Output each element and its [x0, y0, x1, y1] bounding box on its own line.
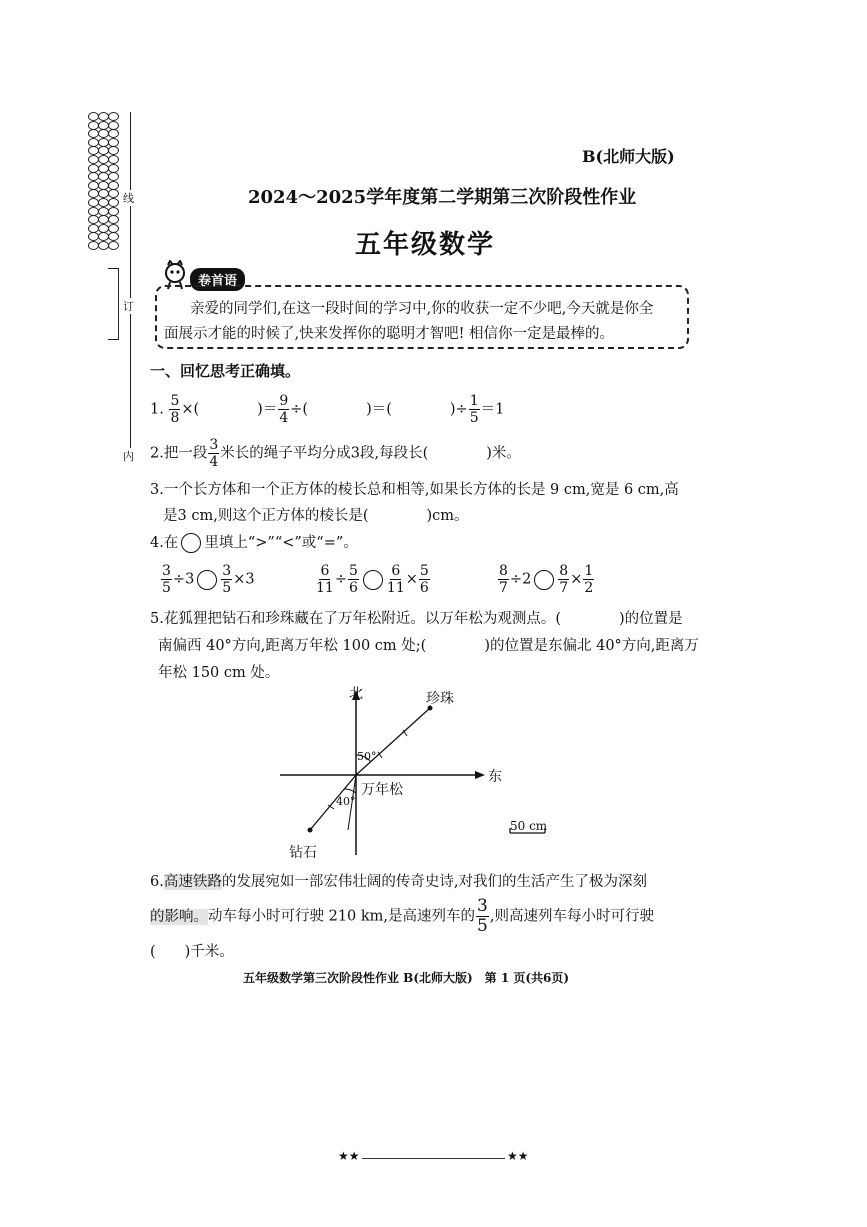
q1-frac-2: $\frac{9}{4}$ — [279, 393, 289, 426]
question-3-line-2: 是3 cm,则这个正方体的棱长是( )cm。 — [163, 508, 469, 524]
answer-circle-1[interactable] — [197, 570, 217, 590]
north-label: 北 — [349, 686, 363, 702]
q4-expr-3: $\frac{8}{7}$ ÷2 $\frac{8}{7}$ × $\frac{1}{2}$ — [499, 563, 594, 596]
binding-ring — [108, 241, 119, 250]
binding-ring — [108, 129, 119, 138]
q1-num: 1. — [150, 401, 164, 418]
angle-50-label: 50° — [357, 750, 377, 763]
q2-pre: 2.把一段 — [150, 445, 208, 462]
q2-frac: $\frac{3}{4}$ — [209, 437, 219, 470]
question-1 — [150, 394, 504, 425]
q4-expr-2: $\frac{6}{11}$ ÷ $\frac{5}{6}$ $\frac{6}{11}$ × $\frac{5}{6}$ — [316, 563, 429, 596]
question-3-line-1: 3.一个长方体和一个正方体的棱长总和相等,如果长方体的长是 9 cm,宽是 6 cm,高 — [150, 482, 679, 498]
angle-40-label: 40° — [336, 795, 356, 808]
preface-line-1: 亲爱的同学们,在这一段时间的学习中,你的收获一定不少吧,今天就是你全 — [190, 301, 654, 317]
question-5-line-3: 年松 150 cm 处。 — [158, 665, 280, 681]
bottom-deco-right: ★★ — [507, 1149, 529, 1163]
question-6-line-3: ( )千米。 — [150, 944, 234, 960]
q1-frac-1: $\frac{5}{8}$ — [170, 393, 180, 426]
binding-label-ding: 订 — [123, 300, 134, 313]
q1-text-3: ＝1 — [480, 401, 505, 418]
question-5-line-1: 5.花狐狸把钻石和珍珠藏在了万年松附近。以万年松为观测点。( )的位置是 — [150, 611, 683, 627]
binding-bracket — [108, 268, 119, 340]
center-label: 万年松 — [361, 782, 403, 798]
q1-text-2: ÷( )＝( )÷ — [290, 401, 468, 418]
section-heading: 一、回忆思考正确填。 — [150, 362, 301, 380]
binding-label-nei: 内 — [123, 450, 134, 463]
pearl-label: 珍珠 — [426, 691, 454, 707]
page-footer: 五年级数学第三次阶段性作业 B(北师大版) 第 1 页(共6页) — [243, 971, 570, 985]
diamond-label: 钻石 — [289, 845, 317, 861]
question-4 — [150, 531, 358, 553]
binding-ring — [108, 215, 119, 224]
question-6-line-1: 6.高速铁路的发展宛如一部宏伟壮阔的传奇史诗,对我们的生活产生了极为深刻 — [150, 874, 647, 890]
preface-badge: 卷首语 — [190, 268, 245, 291]
binding-ring — [108, 112, 119, 121]
q1-frac-3: $\frac{1}{5}$ — [469, 393, 479, 426]
binding-line — [130, 112, 131, 452]
binding-holes — [88, 112, 122, 252]
question-6-line-2: 的影响。动车每小时可行驶 210 km,是高速列车的 $\frac{3}{5}$ ,则高速列车每小时可行驶 — [150, 896, 654, 936]
edition-label: B(北师大版) — [582, 147, 675, 166]
scale-label: 50 cm — [510, 819, 548, 833]
q2-post: 米长的绳子平均分成3段,每段长( )米。 — [220, 445, 521, 462]
q1-text-1: ×( )＝ — [181, 401, 278, 418]
exam-title: 2024～2025学年度第二学期第三次阶段性作业 — [248, 187, 637, 208]
binding-label-xian: 线 — [123, 192, 134, 205]
q4-post: 里填上“>”“<”或“=”。 — [204, 535, 358, 551]
bottom-deco-left: ★★ — [338, 1149, 360, 1163]
binding-ring — [108, 172, 119, 181]
subject-title: 五年级数学 — [355, 230, 496, 260]
q4-pre: 4.在 — [150, 535, 179, 551]
q4-expr-1: $\frac{3}{5}$ ÷3 $\frac{3}{5}$ ×3 — [162, 563, 255, 596]
binding-ring — [108, 198, 119, 207]
compare-circle-icon — [181, 533, 201, 553]
answer-circle-2[interactable] — [363, 570, 383, 590]
preface-line-2: 面展示才能的时候了,快来发挥你的聪明才智吧! 相信你一定是最棒的。 — [164, 326, 615, 342]
question-5-line-2: 南偏西 40°方向,距离万年松 100 cm 处;( )的位置是东偏北 40°方向,距离万 — [158, 638, 699, 654]
answer-circle-3[interactable] — [534, 570, 554, 590]
binding-ring — [108, 155, 119, 164]
question-2 — [150, 438, 521, 469]
east-label: 东 — [488, 769, 502, 785]
bottom-deco-line — [362, 1158, 505, 1159]
q6-frac: $\frac{3}{5}$ — [477, 896, 488, 936]
